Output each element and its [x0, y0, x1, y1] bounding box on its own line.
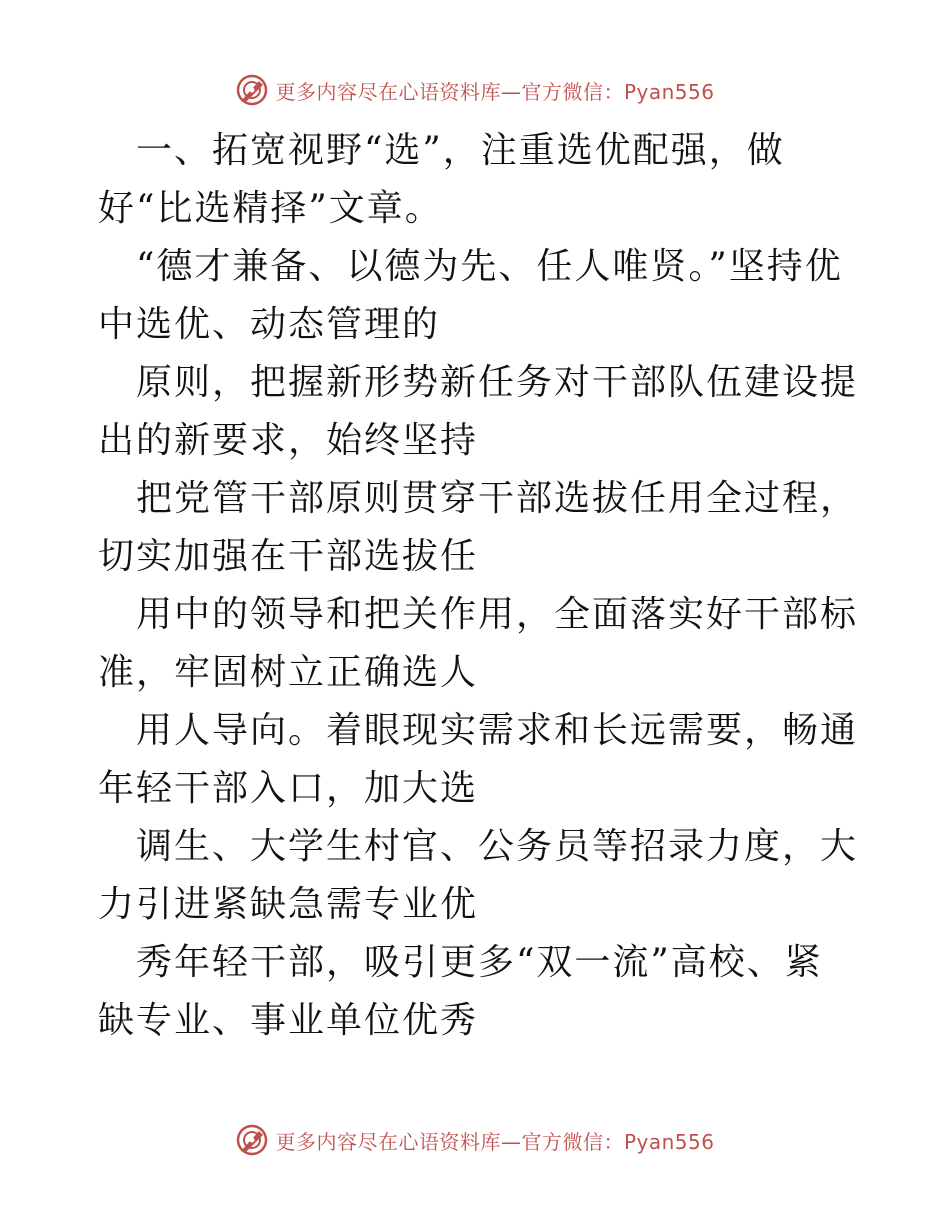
brand-logo-icon: [235, 73, 269, 107]
paragraph: 秀年轻干部，吸引更多“双一流”高校、紧缺专业、事业单位优秀: [98, 942, 823, 1041]
paragraph: 用人导向。着眼现实需求和长远需要，畅通年轻干部入口，加大选: [98, 710, 859, 809]
paragraph: 用中的领导和把关作用，全面落实好干部标准，牢固树立正确选人: [98, 594, 859, 693]
paragraph-heading: 一、拓宽视野“选”，注重选优配强，做好“比选精择”文章。: [98, 130, 785, 229]
paragraph: 原则，把握新形势新任务对干部队伍建设提出的新要求，始终坚持: [98, 362, 859, 461]
paragraph: 调生、大学生村官、公务员等招录力度，大力引进紧缺急需专业优: [98, 826, 859, 925]
header-banner: [0, 70, 950, 110]
header-banner-text: 更多内容尽在心语资料库—官方微信：Pyan556: [275, 79, 715, 104]
paragraph: 把党管干部原则贯穿干部选拔任用全过程，切实加强在干部选拔任: [98, 478, 859, 577]
footer-banner-text: 更多内容尽在心语资料库—官方微信：Pyan556: [275, 1129, 715, 1154]
paragraph: “德才兼备、以德为先、任人唯贤。”坚持优中选优、动态管理的: [98, 246, 843, 345]
brand-logo-icon: [235, 1123, 269, 1157]
document-body: [98, 122, 858, 1050]
footer-banner: [0, 1120, 950, 1160]
